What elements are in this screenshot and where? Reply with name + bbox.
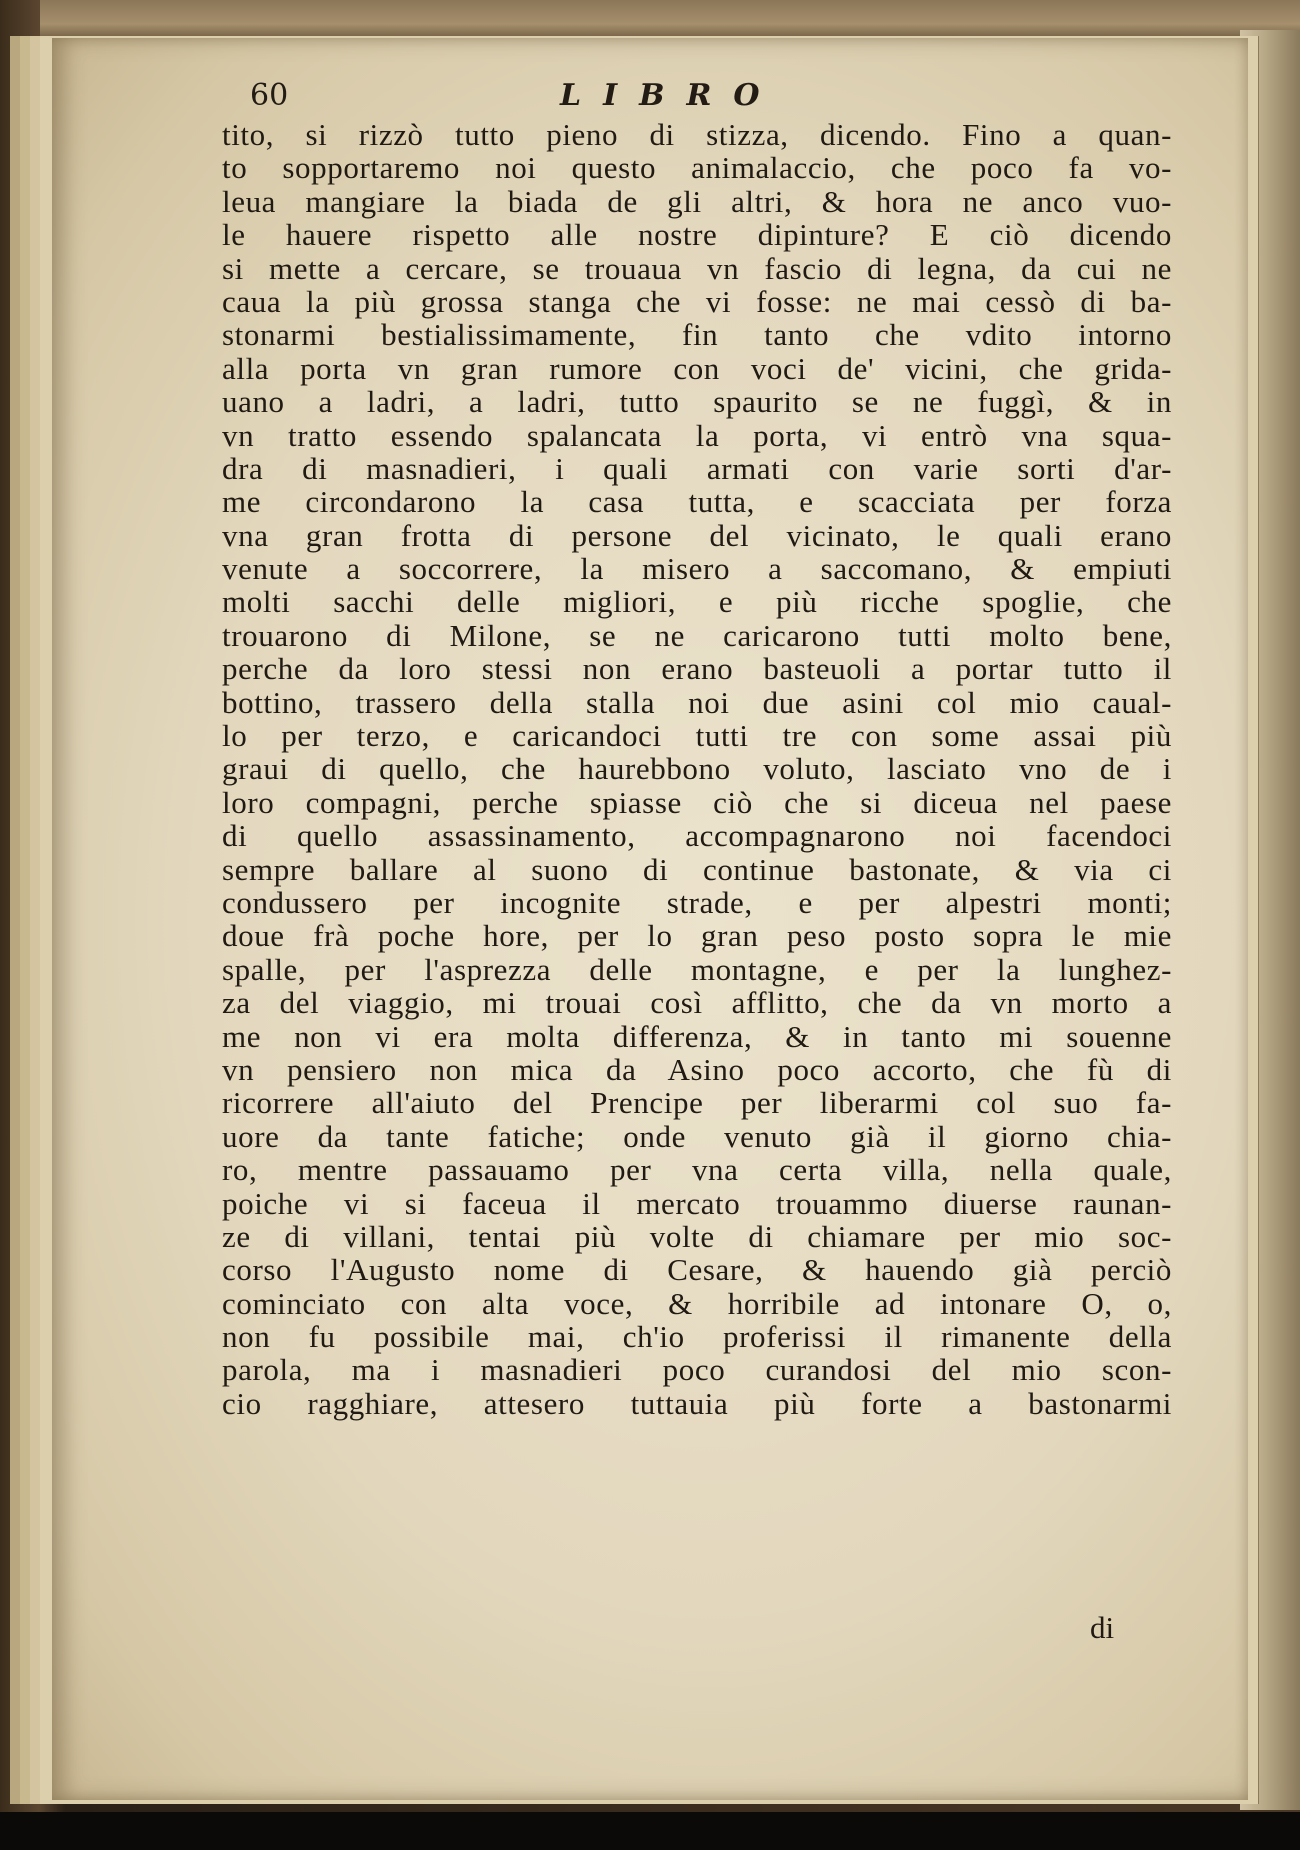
text-line: uore da tante fatiche; onde venuto già il giorno chia- <box>222 1118 1172 1154</box>
text-line: uano a ladri, a ladri, tutto spaurito se ne fuggì, & in <box>222 384 1172 420</box>
text-line: venute a soccorrere, la misero a saccomano, & empiuti <box>222 551 1172 587</box>
text-line: spalle, per l'asprezza delle montagne, e per la lunghez- <box>222 951 1172 987</box>
page-number: 60 <box>250 78 289 113</box>
text-line: ricorrere all'aiuto del Prencipe per liberarmi col suo fa- <box>222 1085 1172 1121</box>
text-line: lo per terzo, e caricandoci tutti tre con some assai più <box>222 718 1172 754</box>
text-line: vn pensiero non mica da Asino poco accorto, che fù di <box>222 1051 1172 1087</box>
text-line: corso l'Augusto nome di Cesare, & hauendo già perciò <box>222 1252 1172 1288</box>
text-line: poiche vi si faceua il mercato trouammo diuerse raunan- <box>222 1185 1172 1221</box>
text-line: ro, mentre passauamo per vna certa villa, nella quale, <box>222 1152 1172 1188</box>
text-line: non fu possibile mai, ch'io proferissi il rimanente della <box>222 1319 1172 1355</box>
text-line: bottino, trassero della stalla noi due asini col mio caual- <box>222 684 1172 720</box>
text-line: cio ragghiare, attesero tuttauia più forte a bastonarmi <box>222 1385 1172 1421</box>
text-line: to sopportaremo noi questo animalaccio, che poco fa vo- <box>222 150 1172 186</box>
text-line: perche da loro stessi non erano basteuoli a portar tutto il <box>222 651 1172 687</box>
text-line: vna gran frotta di persone del vicinato, le quali erano <box>222 517 1172 553</box>
text-line: leua mangiare la biada de gli altri, & hora ne anco vuo- <box>222 183 1172 219</box>
text-line: sempre ballare al suono di continue bastonate, & via ci <box>222 851 1172 887</box>
text-line: molti sacchi delle migliori, e più ricche spoglie, che <box>222 584 1172 620</box>
text-line: ze di villani, tentai più volte di chiamare per mio soc- <box>222 1218 1172 1254</box>
catchword: di <box>1090 1610 1115 1645</box>
running-head: LIBRO <box>560 78 782 113</box>
background-strip <box>0 1812 1300 1850</box>
text-line: cominciato con alta voce, & horribile ad intonare O, o, <box>222 1285 1172 1321</box>
text-line: tito, si rizzò tutto pieno di stizza, dicendo. Fino a quan- <box>222 117 1172 152</box>
text-line: alla porta vn gran rumore con voci de' vicini, che grida- <box>222 350 1172 386</box>
text-line: di quello assassinamento, accompagnarono noi facendoci <box>222 818 1172 854</box>
text-line: le hauere rispetto alle nostre dipinture? E ciò dicendo <box>222 217 1172 253</box>
text-line: me circondarono la casa tutta, e scacciata per forza <box>222 484 1172 520</box>
text-line: me non vi era molta differenza, & in tanto mi souenne <box>222 1018 1172 1054</box>
text-line: za del viaggio, mi trouai così afflitto, che da vn morto a <box>222 985 1172 1021</box>
cover-edge-top <box>40 0 1300 40</box>
text-line: stonarmi bestialissimamente, fin tanto che vdito intorno <box>222 317 1172 353</box>
text-line: parola, ma i masnadieri poco curandosi del mio scon- <box>222 1352 1172 1388</box>
text-line: doue frà poche hore, per lo gran peso posto sopra le mie <box>222 918 1172 954</box>
text-line: vn tratto essendo spalancata la porta, vi entrò vna squa- <box>222 417 1172 453</box>
text-line: caua la più grossa stanga che vi fosse: ne mai cessò di ba- <box>222 283 1172 319</box>
text-line: trouarono di Milone, se ne caricarono tutti molto bene, <box>222 617 1172 653</box>
text-line: dra di masnadieri, i quali armati con varie sorti d'ar- <box>222 450 1172 486</box>
text-line: graui di quello, che haurebbono voluto, lasciato vno de i <box>222 751 1172 787</box>
text-line: si mette a cercare, se trouaua vn fascio di legna, da cui ne <box>222 250 1172 286</box>
page-text <box>222 118 1172 1420</box>
page-header <box>250 78 1010 118</box>
text-line: condussero per incognite strade, e per alpestri monti; <box>222 884 1172 920</box>
text-line: loro compagni, perche spiasse ciò che si diceua nel paese <box>222 784 1172 820</box>
